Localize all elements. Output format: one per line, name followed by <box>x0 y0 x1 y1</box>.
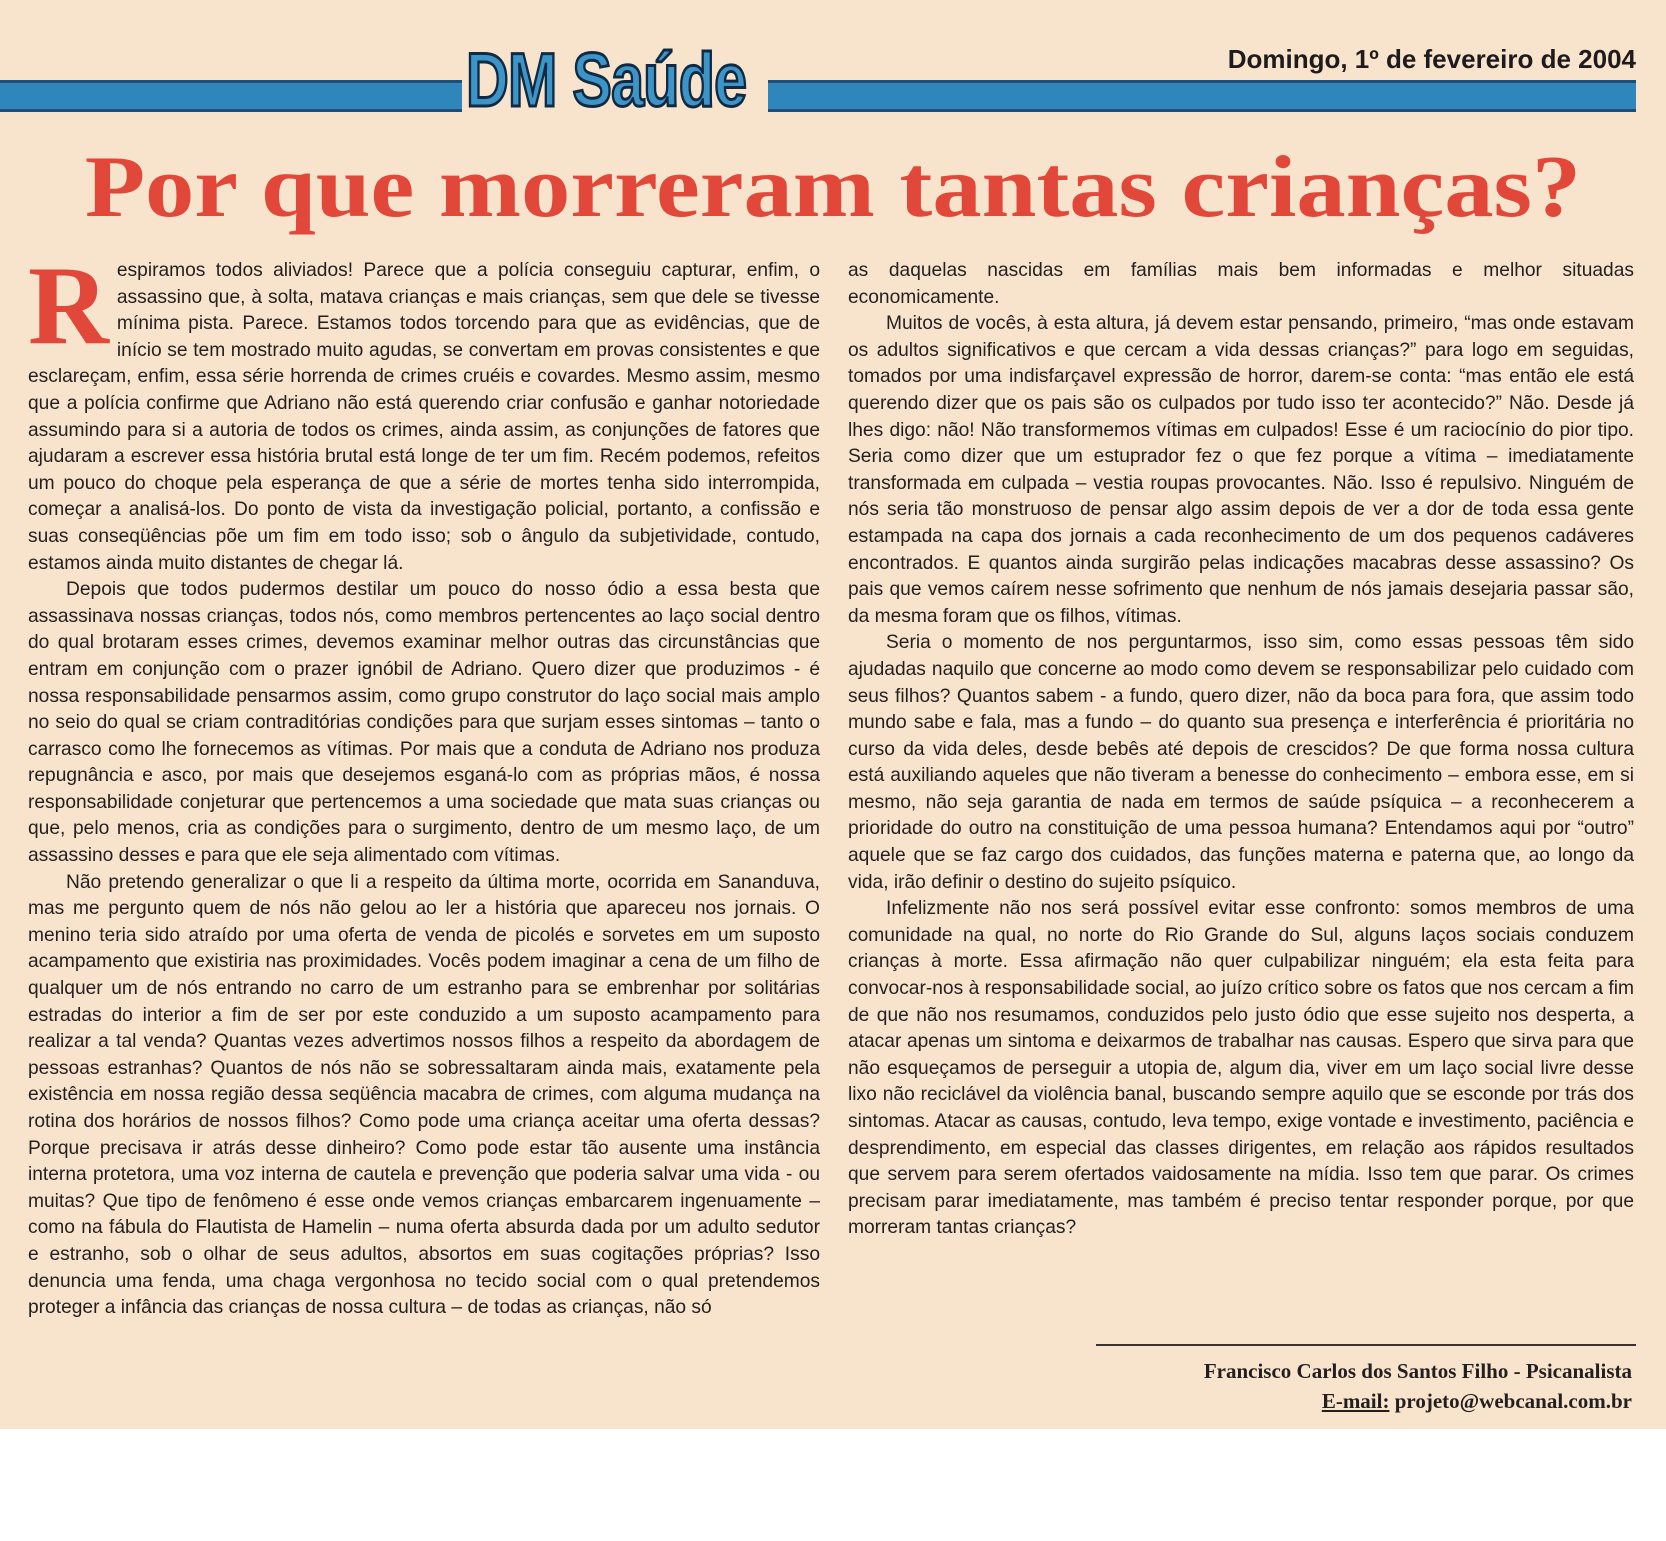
article-paragraph: Seria o momento de nos perguntarmos, isso sim, como essas pessoas têm sido ajudadas naquilo que concerne ao modo como devem se responsabilizar pelo cuidado com seus filhos? Quantos sabem - a fundo, quero dizer, não da boca para fora, que assim todo mundo sabe e fala, mas a fundo – do quanto sua presença e interferência é prioritária no curso da vida deles, desde bebês até depois de crescidos? De que forma nossa cultura está auxiliando aqueles que não tiveram a benesse do conhecimento – embora esse, em si mesmo, não seja garantia de nada em termos de saúde psíquica – a reconhecerem a prioridade do outro na constituição de uma pessoa humana? Entendamos aqui por “outro” aquele que se faz cargo dos cuidados, das funções materna e paterna que, ao longo da vida, irão definir o destino do sujeito psíquico. <box>848 632 1634 893</box>
headline: Por que morreram tantas crianças? <box>84 139 1582 236</box>
article-column-1 <box>28 244 820 1322</box>
author-signature <box>1204 1356 1632 1416</box>
masthead-band-right <box>768 80 1636 112</box>
author-email[interactable]: projeto@webcanal.com.br <box>1394 1389 1632 1413</box>
article-paragraph <box>28 244 820 577</box>
article-paragraph: Não pretendo generalizar o que li a respeito da última morte, ocorrida em Sananduva, mas me pergunto quem de nós não gelou ao ler a história que apareceu nos jornais. O menino teria sido atraído por uma oferta de venda de picolés e sorvetes em um suposto acampamento que existiria nas proximidades. Vocês podem imaginar a cena de um filho de qualquer um de nós entrando no carro de um estranho para se embrenhar por solitárias estradas do interior a fim de ser por este conduzido a um suposto acampamento para realizar a tal venda? Quantas vezes advertimos nossos filhos a respeito da abordagem de pessoas estranhas? Quantos de nós não se sobressaltaram ainda mais, exatamente pela existência em nossa região dessa seqüência macabra de crimes, com alguma mudança na rotina dos horários de nossos filhos? Como pode uma criança aceitar uma oferta dessas? Porque precisava ir atrás desse dinheiro? Como pode estar tão ausente uma instância interna protetora, uma voz interna de cautela e prevenção que poderia salvar uma vida - ou muitas? Que tipo de fenômeno é esse onde vemos crianças embarcarem ingenuamente – como na fábula do Flautista de Hamelin – numa oferta absurda dada por um adulto sedutor e estranho, sob o olhar de seus adultos, absortos em suas cogitações próprias? Isso denuncia uma fenda, uma chaga vergonhosa no tecido social com o qual pretendemos proteger a infância das crianças de nossa cultura – de todas as crianças, não só <box>28 871 820 1319</box>
article-paragraph: Depois que todos pudermos destilar um pouco do nosso ódio a essa besta que assassinava nossas crianças, todos nós, como membros pertencentes ao laço social dentro do qual brotaram esses crimes, devemos examinar melhor outras das circunstâncias que entram em conjunção com o prazer ignóbil de Adriano. Quero dizer que produzimos - é nossa responsabilidade pensarmos assim, como grupo construtor do laço social mais amplo no seio do qual se criam contraditórias condições para que surjam esses sintomas – tanto o carrasco como lhe fornecemos as vítimas. Por mais que a conduta de Adriano nos produza repugnância e asco, por mais que desejemos esganá-lo com as próprias mãos, é nossa responsabilidade conjeturar que pertencemos a uma sociedade que mata suas crianças ou que, pelo menos, cria as condições para o surgimento, dentro de um mesmo laço, de um assassino desses e para que ele seja alimentado com vítimas. <box>28 579 820 867</box>
author-email-line <box>1204 1386 1632 1416</box>
paragraph-text: espiramos todos aliviados! Parece que a polícia conseguiu capturar, enfim, o assassino que, à solta, matava crianças e mais crianças, sem que dele se tivesse mínima pista. Parece. Estamos todos torcendo para que as evidências, que de início se tem mostrado muito agudas, se convertam em provas consistentes e que esclareçam, enfim, essa série horrenda de crimes cruéis e covardes. Mesmo assim, mesmo que a polícia confirme que Adriano não está querendo criar confusão e ganhar notoriedade assumindo para si a autoria de todos os crimes, ainda assim, as conjunções de fatores que ajudaram a escrever essa história brutal está longe de ter um fim. Recém podemos, refeitos um pouco do choque pela esperança de que a série de mortes tenha sido interrompida, começar a analisá-los. Do ponto de vista da investigação policial, portanto, a confissão e suas conseqüências põe um fim em todo isso; sob o ângulo da subjetividade, contudo, estamos ainda muito distantes de chegar lá. <box>28 260 820 574</box>
issue-date: Domingo, 1º de fevereiro de 2004 <box>1227 44 1636 74</box>
article-column-2 <box>848 258 1634 1242</box>
drop-cap: R <box>28 244 109 368</box>
author-name: Francisco Carlos dos Santos Filho - Psicanalista <box>1203 1359 1632 1383</box>
signature-divider <box>1096 1344 1636 1346</box>
section-logo: DM Saúde <box>466 38 747 123</box>
email-label: E-mail: <box>1321 1389 1390 1413</box>
article-paragraph: Muitos de vocês, à esta altura, já devem estar pensando, primeiro, “mas onde estavam os adultos significativos e que cercam a vida dessas crianças?” para logo em seguidas, tomados por uma indisfarçavel expressão de horror, darem-se conta: “mas então ele está querendo dizer que os pais são os culpados por tudo isso ter acontecido?” Não. Desde já lhes digo: não! Não transformemos vítimas em culpados! Esse é um raciocínio do pior tipo. Seria como dizer que um estuprador fez o que fez porque a vítima – imediatamente transformada em culpada – vestia roupas provocantes. Não. Isso é repulsivo. Ninguém de nós seria tão monstruoso de pensar algo assim depois de ver a dor de toda essa gente estampada na capa dos jornais a cada reconhecimento de um dos pequenos cadáveres encontrados. E quantos ainda surgirão pelas indicações macabras desse assassino? Os pais que vemos caírem nesse sofrimento que nenhum de nós jamais desejaria passar são, da mesma foram que os filhos, vítimas. <box>848 313 1634 627</box>
article-paragraph: as daquelas nascidas em famílias mais bem informadas e melhor situadas economicamente. <box>848 260 1634 308</box>
article-paragraph: Infelizmente não nos será possível evitar esse confronto: somos membros de uma comunidade na qual, no norte do Rio Grande do Sul, alguns laços sociais conduzem crianças à morte. Essa afirmação não quer culpabilizar ninguém; ela esta feita para convocar-nos à responsabilidade social, ao juízo crítico sobre os fatos que nos cercam a fim de que não nos resumamos, conduzidos pelo justo ódio que esse sujeito nos desperta, a atacar apenas um sintoma e deixarmos de trabalhar nas causas. Espero que sirva para que não esqueçamos de perseguir a utopia de, algum dia, viver em um laço social livre desse lixo não reciclável da violência banal, buscando sempre aquilo que se esconde por trás dos sintomas. Atacar as causas, contudo, leva tempo, exige vontade e investimento, paciência e desprendimento, em especial das classes dirigentes, em relação aos rápidos resultados que servem para serem ofertados vaidosamente na mídia. Isso tem que parar. Os crimes precisam parar imediatamente, mas também é preciso tentar responder porque, por que morreram tantas crianças? <box>848 898 1634 1239</box>
masthead-band-left <box>0 80 462 112</box>
